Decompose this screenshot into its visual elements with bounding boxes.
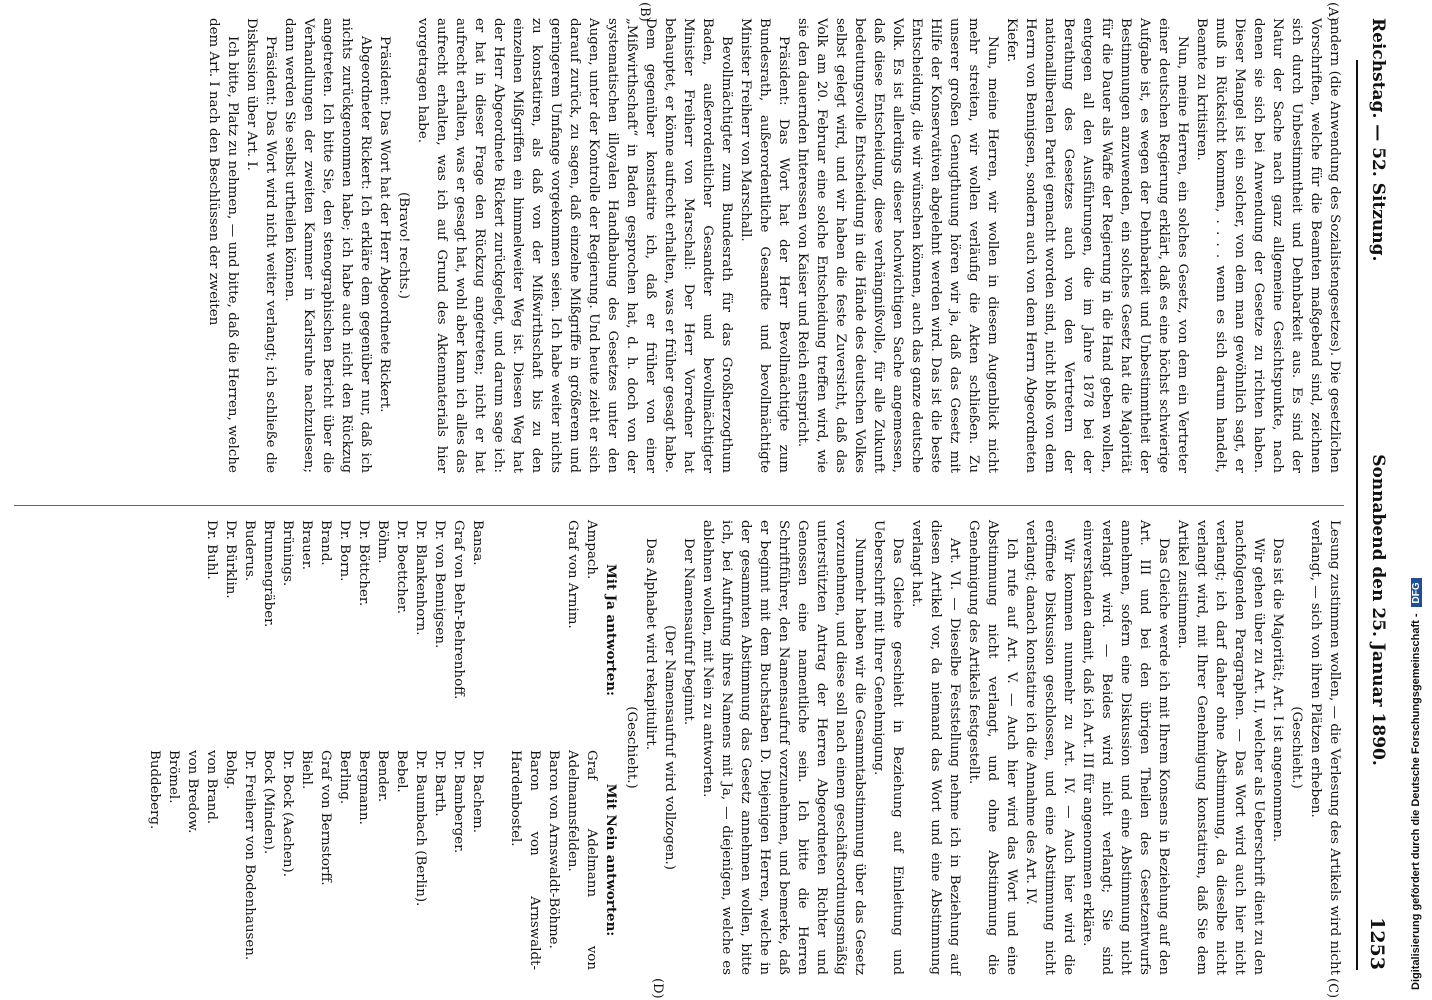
paragraph: Nun, meine Herren, ein solches Gesetz, von dem ein Vertreter einer deutschen Regierung erklärt, daß es eine höchst schwierige Aufgabe ist, es wegen der Dehnbarkeit und Unbestimmtheit der Bestimmungen anzuwenden, ein solches Gesetz hat die Majorität für die Dauer als Waffe der Regierung in die Hand geben wollen, entgegen all den Ausführungen, die im Jahre 1878 bei der Berathung des Gesetzes auch von den Vertretern der nationalliberalen Partei gemacht worden sind, nicht bloß von dem Herrn von Bennigsen, sondern auch von dem Herrn Abgeordneten Kiefer. [1004,18,1190,473]
member-name [487,520,506,740]
paragraph: Wir gehen über zu Art. II, welcher als Ueberschrift dient zu den nachfolgenden Paragraphen. — Das Wort wird auch hier nicht verlangt; ich darf daher ohne Abstimmung, da dieselbe nicht verlangt wird, mit Ihrer Genehmigung konstatiren, daß Sie dem Artikel zustimmen. [1175,520,1266,975]
member-name: Böhm. [375,520,390,564]
member-name: Dr. Bürklin. [223,520,238,599]
member-name: Brand. [318,520,333,566]
member-name: Biehl. [299,750,314,790]
member-name: Graf von Bernstorff. [318,750,333,886]
digitization-credit-text: Digitalisierung gefördert durch die Deutsche Forschungsgemeinschaft - [1410,613,1422,990]
digitization-credit [1410,10,1422,990]
member-name: Brunnengräber. [261,520,276,628]
member-name: Dr. Buhl. [204,520,219,580]
header-rule [1356,60,1358,970]
vote-ja-list [145,520,620,740]
paragraph: Das Gleiche geschieht in Beziehung auf Einleitung und Ueberschrift mit Ihrer Genehmigung. [871,520,905,975]
member-name: Dr. Böttcher. [356,520,371,607]
running-header [1358,0,1388,1000]
member-name: Buderus. [242,520,257,582]
paragraph: Bevollmächtigter zum Bundesrath für das Großherzogthum Baden, außerordentlicher Gesandter und bevollmächtigter Minister Freiherr von Marschall: Der Herr Vorredner hat behauptet, er könne aufrecht erhalten, was er früher gesagt habe. Dem gegenüber konstatire ich, daß er früher von einer „Mißwirthschaft“ in Baden gesprochen hat, d. h. doch von der systematischen illoyalen Handhabung des Gesetzes unter den Augen, unter der Kontrolle der Regierung. Und heute zieht er sich darauf zurück, zu sagen, daß einzelne Mißgriffe in größerem und geringerem Umfange vorgekommen seien. Ich habe weiter nichts zu konstatiren, als daß von der Mißwirthschaft bis zu den einzelnen Mißgriffen ein himmelweiter Weg ist. Diesen Weg hat der Herr Abgeordnete Rickert zurückgelegt, und darum sage ich: er hat in dieser Frage den Rückzug angetreten; nicht er hat aufrecht erhalten, was er gesagt hat, wohl aber kann ich alles das aufrecht erhalten, was ich auf Grund des Aktenmaterials hier vorgetragen habe. [415,18,734,473]
member-name [487,750,506,970]
paragraph: Art. VI. — Dieselbe Feststellung nehme ich in Beziehung auf diesen Artikel vor, da niemand das Wort und eine Abstimmung verlangt hat. [909,520,962,975]
paragraph: Präsident: Das Wort hat der Herr Abgeordnete Rickert. [377,36,392,413]
paragraph: Das Alphabet wird rekapitulirt. [643,538,658,750]
member-name [544,520,563,740]
member-name: Dr. Freiherr von Bodenhausen. [242,750,257,961]
paragraph: Das Gleiche werde ich mit Ihrem Konsens in Beziehung auf den Art. III und bei den übrigen Theilen des Gesetzentwurfs annehmen, sofern eine Diskussion und eine Abstimmung nicht verlangt wird. — Beides wird nicht verlangt; Sie sind einverstanden damit, daß ich Art. III für angenommen erkläre. [1080,520,1171,975]
paragraph: (Geschieht.) [1289,706,1304,789]
column-divider [14,505,1344,506]
member-name: Dr. Born. [337,520,352,582]
dfg-logo: DFG [1411,578,1422,607]
paragraph: (Bravo! rechts.) [396,192,411,299]
header-left: Reichstag. — 52. Sitzung. [1368,18,1388,262]
paragraph: Lesung zustimmen wollen, — die Verlesung des Artikels wird nicht verlangt, — sich von ihren Plätzen erheben. [1308,520,1342,975]
paragraph: Der Namensaufruf beginnt. [681,538,696,726]
member-name: Brünings. [280,520,295,587]
member-name: Dr. Bachem. [470,750,485,834]
member-name: Bender. [375,750,390,803]
vote-nein-list [145,750,620,970]
vote-ja-heading: Mit Ja antworten: [603,564,619,696]
page-number: 1253 [1366,917,1388,970]
vote-nein-heading: Mit Nein antworten: [603,783,619,937]
paragraph: (Der Namensaufruf wird vollzogen.) [662,624,677,871]
paragraph: Nun, meine Herren, wir wollen in diesem Augenblick nicht mehr streiten, wir wollen verläufig die Akten schließen. Zu unserer großen Genugthuung hören wir ja, daß das Gesetz mit Hilfe der Konservativen abgelehnt werden wird. Das ist die beste Entscheidung, die wir wünschen können, auch das ganze deutsche Volk. Es ist allerdings dieser hochwichtigen Sache angemessen, daß diese Entscheidung, diese verhängnißvolle, für alle Zukunft bedeutungsvolle Entscheidung in die Hände des deutschen Volkes selbst gelegt wird, und wir haben die feste Zuversicht, daß das Volk am 20. Februar eine solche Entscheidung treffen wird, wie sie den dauernden Interessen von Kaiser und Reich entspricht. [795,18,1000,473]
member-name [525,520,544,740]
member-name: Baron von Arnswaldt-Hardenbostel. [508,750,542,970]
member-name [506,520,525,740]
paragraph: Präsident: Das Wort wird nicht weiter verlangt; ich schließe die Diskussion über Art. I. [244,18,278,473]
paragraph: andern (die Anwendung des Sozialistengesetzes). Die gesetzlichen Vorschriften, welche für die Beamten maßgebend sind, zeichnen sich durch Unbestimmtheit und Dehnbarkeit aus. Es sind der Natur der Sache nach ganz allgemeine Gesichtspunkte, nach denen sie sich bei Anwendung der Gesetze zu richten haben. Dieser Mangel ist ein solcher, von dem man gewöhnlich sagt, er muß in Rücksicht kommen, . . . . wenn es sich darum handelt, Beamte zu kritisiren. [1194,18,1342,473]
paragraph: Nunmehr haben wir die Gesammtabstimmung über das Gesetz vorzunehmen, und diese soll nach einem geschäftsordnungsmäßig unterstützten Antrag der Herren Abgeordneten Richter und Genossen eine namentliche sein. Ich bitte die Herren Schriftführer, den Namensaufruf vorzunehmen, und bemerke, daß er beginnt mit dem Buchstaben D. Diejenigen Herren, welche in der gesammten Abstimmung das Gesetz annehmen wollen, bitte ich, bei Aufrufung ihres Namens mit Ja, — diejenigen, welche es ablehnen wollen, mit Nein zu antworten. [700,520,867,975]
right-paragraphs [622,520,1344,975]
member-name: Bohg. [223,750,238,790]
right-column [145,520,1344,975]
vote-lists [145,520,620,975]
member-name: Dr. von Bennigsen. [432,520,447,649]
member-name: Graf von Behr-Behrenhoff. [451,520,466,700]
paragraph: Abgeordneter Rickert: Ich erkläre dem gegenüber nur, daß ich nichts zurückgenommen habe; ich habe auch nicht den Rückzug angetreten. Ich bitte Sie, den stenographischen Bericht über die Verhandlungen der zweiten Kammer in Karlsruhe nachzulesen; dann werden Sie selbst urtheilen können. [282,18,373,473]
paragraph: Ich rufe auf Art. V. — Auch hier wird das Wort und eine Abstimmung nicht verlangt, und ohne Abstimmung die Genehmigung des Artikels festgestellt. [966,520,1019,975]
member-name: Bansa. [470,520,485,566]
member-name: Bock (Minden). [261,750,276,855]
left-column [204,18,1344,473]
member-name: von Bredow. [185,750,200,834]
paragraph: (Geschieht.) [624,706,639,789]
member-name: Baron von Arnswaldt-Böhme. [546,750,561,949]
member-name: Dr. Baumbach (Berlin). [413,750,428,907]
margin-mark-c: (C) [1325,978,1340,999]
member-name: Dr. Blankenhorn. [413,520,428,636]
member-name: Brauer. [299,520,314,570]
margin-mark-a: (A) [1325,2,1340,22]
margin-mark-b: (B) [637,2,652,22]
member-name: Ampach. [584,520,599,580]
member-name: Brömel. [166,750,181,804]
member-name: Graf von Arnim. [565,520,580,629]
header-center: Sonnabend den 25. Januar 1890. [1368,454,1388,766]
member-name: Graf Adelmann von Adelmannsfelden. [565,750,599,970]
member-name: Dr. Bock (Aachen). [280,750,295,877]
paragraph: Wir kommen nunmehr zu Art. IV. — Auch hier wird die eröffnete Diskussion geschlossen, und eine Abstimmung nicht verlangt; danach konstatire ich die Annahme des Art. IV. [1023,520,1076,975]
member-name: Bergmann. [356,750,371,825]
paragraph: Das ist die Majorität; Art. I ist angenommen. [1270,538,1285,843]
margin-mark-d: (D) [650,978,665,999]
member-name: Buddeberg. [147,750,162,830]
member-name: Dr. Bamberger. [451,750,466,854]
member-name: Dr. Barth. [432,750,447,817]
member-name: Dr. Boettcher. [394,520,409,615]
member-name: Berling. [337,750,352,805]
paragraph: Ich bitte, Platz zu nehmen, — und bitte, daß die Herren, welche dem Art. I nach den Beschlüssen der zweiten [206,18,240,473]
member-name: Bebel. [394,750,409,793]
paragraph: Präsident: Das Wort hat der Herr Bevollmächtigte zum Bundesrath, außerordentliche Gesandte und bevollmächtigte Minister Freiherr von Marschall. [738,18,791,473]
member-name: von Brand. [204,750,219,825]
